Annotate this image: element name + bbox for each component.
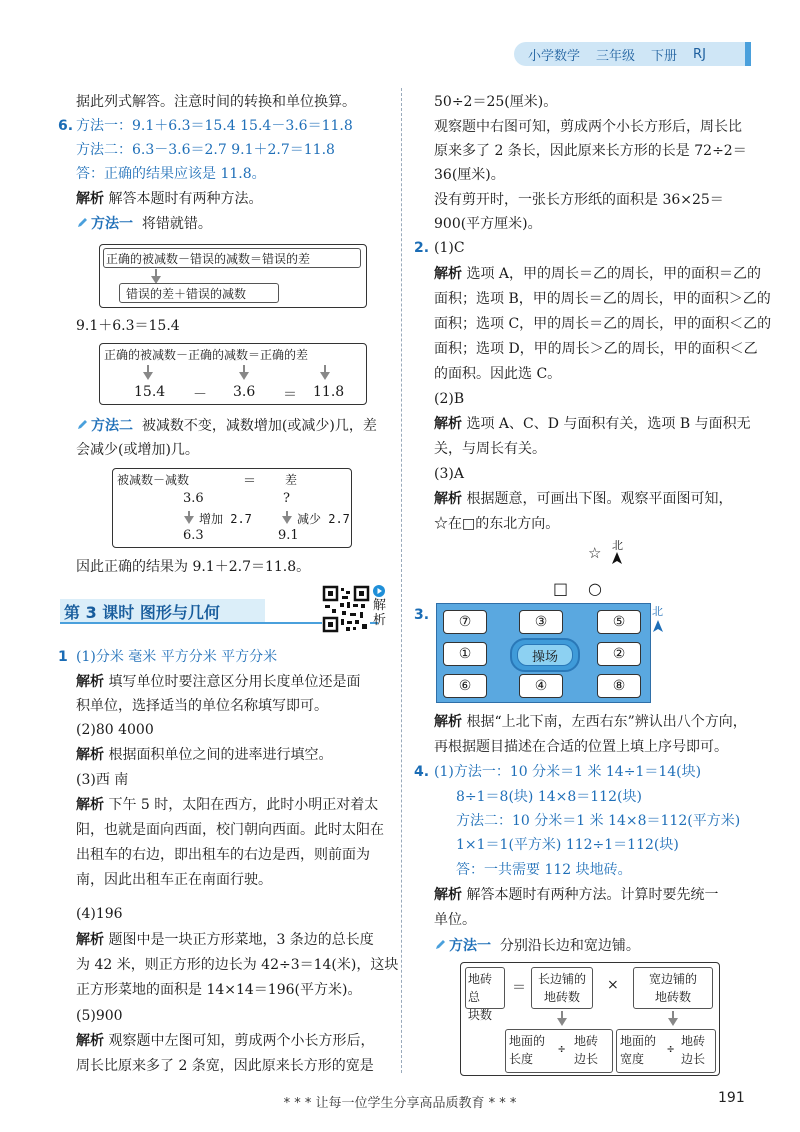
- q1-analysis-1: [76, 672, 360, 692]
- tile-side-a-1: 地砖: [574, 1034, 599, 1048]
- playground: [510, 638, 580, 672]
- q4-method-1: [434, 934, 640, 956]
- arrow-down-icon: [239, 372, 249, 380]
- q1-analysis-1b: 积单位，选择适当的单位名称填写即可。: [76, 698, 328, 714]
- q2-analysis-3a: 根据题意，可画出下图。观察平面图可知，: [466, 491, 733, 507]
- q2-number: 2.: [414, 240, 430, 256]
- divide-sign: ÷: [558, 1042, 566, 1056]
- q1-analysis-3c: 出租车的右边，即出租车的右边是西，则前面为: [76, 847, 370, 863]
- q3-map-figure: [436, 603, 651, 703]
- q1-analysis-5: [76, 1031, 374, 1051]
- box2-op-1: －: [193, 387, 207, 403]
- q1-part-2: (2)80 4000: [76, 722, 154, 738]
- q6-line-2: 方法二：6.3－3.6＝2.7 9.1＋2.7＝11.8: [76, 142, 335, 158]
- q2-analysis-1c: 面积；选项 C，甲的周长＝乙的周长，甲的面积＜乙的: [434, 316, 772, 332]
- tile-side-b-1: 地砖: [681, 1034, 706, 1048]
- formula-box-1: [99, 244, 367, 308]
- tile-side-a: [574, 1032, 598, 1068]
- method-2-tag: 方法二: [91, 418, 133, 434]
- q1-analysis-3a: 下午 5 时，太阳在西方，此时小明正对着太: [108, 797, 379, 813]
- q1-part-4: (4)196: [76, 906, 123, 922]
- q1-analysis-1a: 填写单位时要注意区分用长度单位还是面: [108, 674, 361, 690]
- playground-label: 操场: [517, 644, 573, 666]
- page-number: 191: [718, 1090, 745, 1106]
- ground-width-1: 地面的: [620, 1034, 657, 1048]
- box3-head-1: 被减数－减数: [117, 473, 190, 487]
- q1-analysis-4b: 为 42 米，则正方形的边长为 42÷3＝14(米)，这块: [76, 957, 399, 973]
- box3-r1-2: ?: [283, 491, 290, 506]
- q1-number: 1: [58, 649, 68, 665]
- box2-val-1: 15.4: [134, 384, 166, 400]
- header-bar: [514, 42, 749, 66]
- box3-r2-1: 6.3: [183, 528, 204, 543]
- q2-analysis-1b: 面积；选项 B，甲的周长＝乙的周长，甲的面积＞乙的: [434, 291, 771, 307]
- analysis-keyword: 解析: [76, 1033, 104, 1049]
- formula-box-3: [112, 468, 352, 548]
- q1-analysis-4: [76, 930, 374, 950]
- q1-analysis-3: [76, 795, 378, 815]
- method-1-text: 将错就错。: [141, 216, 212, 232]
- formula-box-1-bottom: 错误的差＋错误的减数: [119, 283, 279, 303]
- analysis-keyword: 解析: [434, 416, 462, 432]
- formula-box-2-top: 正确的被减数－正确的减数＝正确的差: [104, 348, 309, 362]
- q6-method-1: [76, 212, 212, 234]
- analysis-keyword: 解析: [434, 266, 462, 282]
- analysis-keyword: 解析: [76, 191, 104, 207]
- ground-length-2: 长度: [509, 1052, 534, 1066]
- q2-analysis-2a: 选项 A、C、D 与面积有关，选项 B 与面积无: [466, 416, 751, 432]
- box3-head-2: ＝: [243, 474, 257, 489]
- ground-width-2: 宽度: [620, 1052, 645, 1066]
- wide-side-1: 宽边铺的: [648, 972, 697, 986]
- box3-mid-2: 减少 2.7: [297, 512, 350, 526]
- box3-r2-2: 9.1: [278, 528, 299, 543]
- star-icon: ☆: [588, 544, 602, 562]
- tile-side-a-2: 边长: [574, 1052, 599, 1066]
- length-div-box: [505, 1029, 613, 1073]
- box2-val-3: 11.8: [313, 384, 345, 400]
- analysis-keyword: 解析: [434, 491, 462, 507]
- arrow-down-icon: [184, 516, 194, 524]
- pencil-icon: [434, 939, 446, 951]
- q1-analysis-3d: 南，因此出租车正在南面行驶。: [76, 872, 272, 888]
- wide-side-box: [633, 967, 713, 1009]
- q1-analysis-2: [76, 745, 332, 765]
- qr-label-2: 析: [373, 613, 387, 628]
- ground-length: [509, 1032, 545, 1068]
- analysis-keyword: 解析: [434, 714, 462, 730]
- map-cell-4: ④: [519, 674, 563, 698]
- map-cell-5: ⑤: [597, 610, 641, 634]
- qr-label: [373, 598, 386, 628]
- arrow-down-icon: [282, 516, 292, 524]
- qr-label-1: 解: [373, 598, 387, 613]
- arrow-down-icon: [320, 372, 330, 380]
- method-1-tag: 方法一: [449, 938, 491, 954]
- q1-part-1: (1)分米 毫米 平方分米 平方分米: [76, 649, 278, 665]
- q6-conclusion: 因此正确的结果为 9.1＋2.7＝11.8。: [76, 559, 311, 575]
- q1-analysis-4c: 正方形菜地的面积是 14×14＝196(平方米)。: [76, 982, 362, 998]
- north-label-2: 北: [652, 605, 663, 618]
- q6-method-2: [76, 414, 377, 436]
- q6-answer: 答：正确的结果应该是 11.8。: [76, 166, 266, 182]
- q3-number: 3.: [414, 607, 430, 623]
- q6-line-1: 方法一：9.1＋6.3＝15.4 15.4－3.6＝11.8: [76, 118, 353, 134]
- q4-analysis: [434, 885, 718, 905]
- q2-analysis-1a: 选项 A，甲的周长＝乙的周长，甲的面积＝乙的: [466, 266, 762, 282]
- header-accent: [745, 42, 751, 66]
- play-icon: [373, 585, 385, 597]
- q2-analysis-3b: ☆在□的东北方向。: [434, 516, 560, 532]
- q4-line-3: 方法二：10 分米＝1 米 14×8＝112(平方米): [456, 813, 741, 829]
- method-1-tag: 方法一: [91, 216, 133, 232]
- arrow-down-icon: [143, 372, 153, 380]
- box2-op-2: ＝: [283, 387, 297, 403]
- header-subject: 小学数学: [528, 48, 581, 64]
- map-cell-3: ③: [519, 610, 563, 634]
- header-term: 下册: [651, 48, 678, 64]
- q4-line-4: 1×1＝1(平方米) 112÷1＝112(块): [456, 837, 679, 853]
- right-line-4: 36(厘米)。: [434, 167, 505, 183]
- tile-side-b-2: 边长: [681, 1052, 706, 1066]
- method-2-text-1: 被减数不变，减数增加(或减少)几，差: [141, 418, 377, 434]
- analysis-keyword: 解析: [76, 797, 104, 813]
- equals-sign: ＝: [512, 980, 526, 996]
- header-edition: RJ: [693, 46, 706, 62]
- q6-analysis: [76, 189, 262, 209]
- total-tiles-box: [465, 967, 505, 1022]
- formula-box-2: [99, 343, 367, 405]
- times-sign: ×: [607, 977, 619, 993]
- box3-mid-1: 增加 2.7: [199, 512, 252, 526]
- q3-analysis: [434, 712, 747, 732]
- arrow-down-icon: [557, 1018, 567, 1026]
- circle-icon: ○: [588, 579, 602, 598]
- qr-code-icon[interactable]: [322, 585, 370, 633]
- north-arrow-icon: [612, 552, 622, 564]
- total-tiles-1: 地砖总: [468, 972, 493, 1004]
- header-grade: 三年级: [596, 48, 636, 64]
- q4-analysis-b: 单位。: [434, 912, 476, 928]
- q4-line-2: 8÷1＝8(块) 14×8＝112(块): [456, 789, 642, 805]
- right-line-5: 没有剪开时，一张长方形纸的面积是 36×25＝: [434, 192, 724, 208]
- q2-analysis-1d: 面积；选项 D，甲的周长＞乙的周长，甲的面积＜乙: [434, 341, 758, 357]
- arrow-down-icon: [668, 1018, 678, 1026]
- right-line-6: 900(平方厘米)。: [434, 216, 542, 232]
- method-2-text-2: 会减少(或增加)几。: [76, 442, 199, 458]
- north-arrow-icon: [653, 620, 663, 632]
- q4-analysis-a: 解答本题时有两种方法。计算时要先统一: [466, 887, 719, 903]
- box2-val-2: 3.6: [233, 384, 256, 400]
- long-side-box: [531, 967, 593, 1009]
- q6-analysis-text: 解答本题时有两种方法。: [108, 191, 263, 207]
- ground-width: [620, 1032, 656, 1068]
- analysis-keyword: 解析: [76, 747, 104, 763]
- q3-analysis-b: 再根据题目描述在合适的位置上填上序号即可。: [434, 739, 728, 755]
- q1-analysis-5b: 周长比原来多了 2 条宽，因此原来长方形的宽是: [76, 1058, 374, 1074]
- formula-box-1-top: 正确的被减数－错误的减数＝错误的差: [103, 248, 361, 268]
- q4-line-5: 答：一共需要 112 块地砖。: [456, 862, 632, 878]
- q1-analysis-5a: 观察题中左图可知，剪成两个小长方形后，: [108, 1033, 375, 1049]
- wide-side-2: 地砖数: [654, 990, 691, 1004]
- left-line-1: 据此列式解答。注意时间的转换和单位换算。: [76, 94, 356, 110]
- divide-sign: ÷: [667, 1042, 675, 1056]
- q6-calc: 9.1＋6.3＝15.4: [76, 318, 180, 334]
- analysis-keyword: 解析: [76, 932, 104, 948]
- q6-number: 6.: [58, 118, 74, 134]
- box3-r1-1: 3.6: [183, 491, 204, 506]
- total-tiles-2: 块数: [468, 1008, 493, 1022]
- q2-analysis-1: [434, 264, 761, 284]
- pencil-icon: [76, 419, 88, 431]
- footer-slogan: * * * 让每一位学生分享高品质教育 * * *: [283, 1096, 517, 1111]
- long-side-2: 地砖数: [543, 990, 580, 1004]
- lesson-title: 第 3 课时 图形与几何: [60, 599, 265, 623]
- map-cell-8: ⑧: [597, 674, 641, 698]
- q2-analysis-2: [434, 414, 751, 434]
- square-icon: □: [553, 579, 569, 598]
- q2-part-3: (3)A: [434, 466, 464, 482]
- analysis-keyword: 解析: [76, 674, 104, 690]
- q4-line-1: (1)方法一：10 分米＝1 米 14÷1＝14(块): [434, 764, 702, 780]
- box3-head-3: 差: [285, 473, 298, 487]
- q1-analysis-2-text: 根据面积单位之间的进率进行填空。: [108, 747, 333, 763]
- q2-part-1: (1)C: [434, 240, 465, 256]
- q2-part-2: (2)B: [434, 391, 465, 407]
- pencil-icon: [76, 217, 88, 229]
- tile-side-b: [681, 1032, 705, 1068]
- analysis-keyword: 解析: [434, 887, 462, 903]
- column-divider: [401, 88, 402, 1073]
- q1-analysis-4a: 题图中是一块正方形菜地，3 条边的总长度: [108, 932, 374, 948]
- north-label-1: 北: [612, 539, 623, 552]
- map-cell-2: ②: [597, 642, 641, 666]
- right-line-1: 50÷2＝25(厘米)。: [434, 94, 558, 110]
- right-line-2: 观察题中右图可知，剪成两个小长方形后，周长比: [434, 119, 742, 135]
- map-cell-7: ⑦: [443, 610, 487, 634]
- long-side-1: 长边铺的: [537, 972, 586, 986]
- width-div-box: [616, 1029, 716, 1073]
- right-line-3: 原来多了 2 条长，因此原来长方形的长是 72÷2＝: [434, 143, 747, 159]
- q4-number: 4.: [414, 764, 430, 780]
- q1-part-3: (3)西 南: [76, 772, 129, 788]
- map-cell-1: ①: [443, 642, 487, 666]
- q2-analysis-2b: 关，与周长有关。: [434, 441, 546, 457]
- q2-analysis-3: [434, 489, 732, 509]
- ground-length-1: 地面的: [509, 1034, 546, 1048]
- method-1-text: 分别沿长边和宽边铺。: [499, 938, 640, 954]
- q3-analysis-a: 根据“上北下南，左西右东”辨认出八个方向，: [466, 714, 747, 730]
- q1-part-5: (5)900: [76, 1008, 123, 1024]
- map-cell-6: ⑥: [443, 674, 487, 698]
- tile-formula-diagram: [460, 962, 720, 1076]
- q1-analysis-3b: 阳，也就是面向西面，校门朝向西面。此时太阳在: [76, 822, 384, 838]
- q2-analysis-1e: 的面积。因此选 C。: [434, 366, 562, 382]
